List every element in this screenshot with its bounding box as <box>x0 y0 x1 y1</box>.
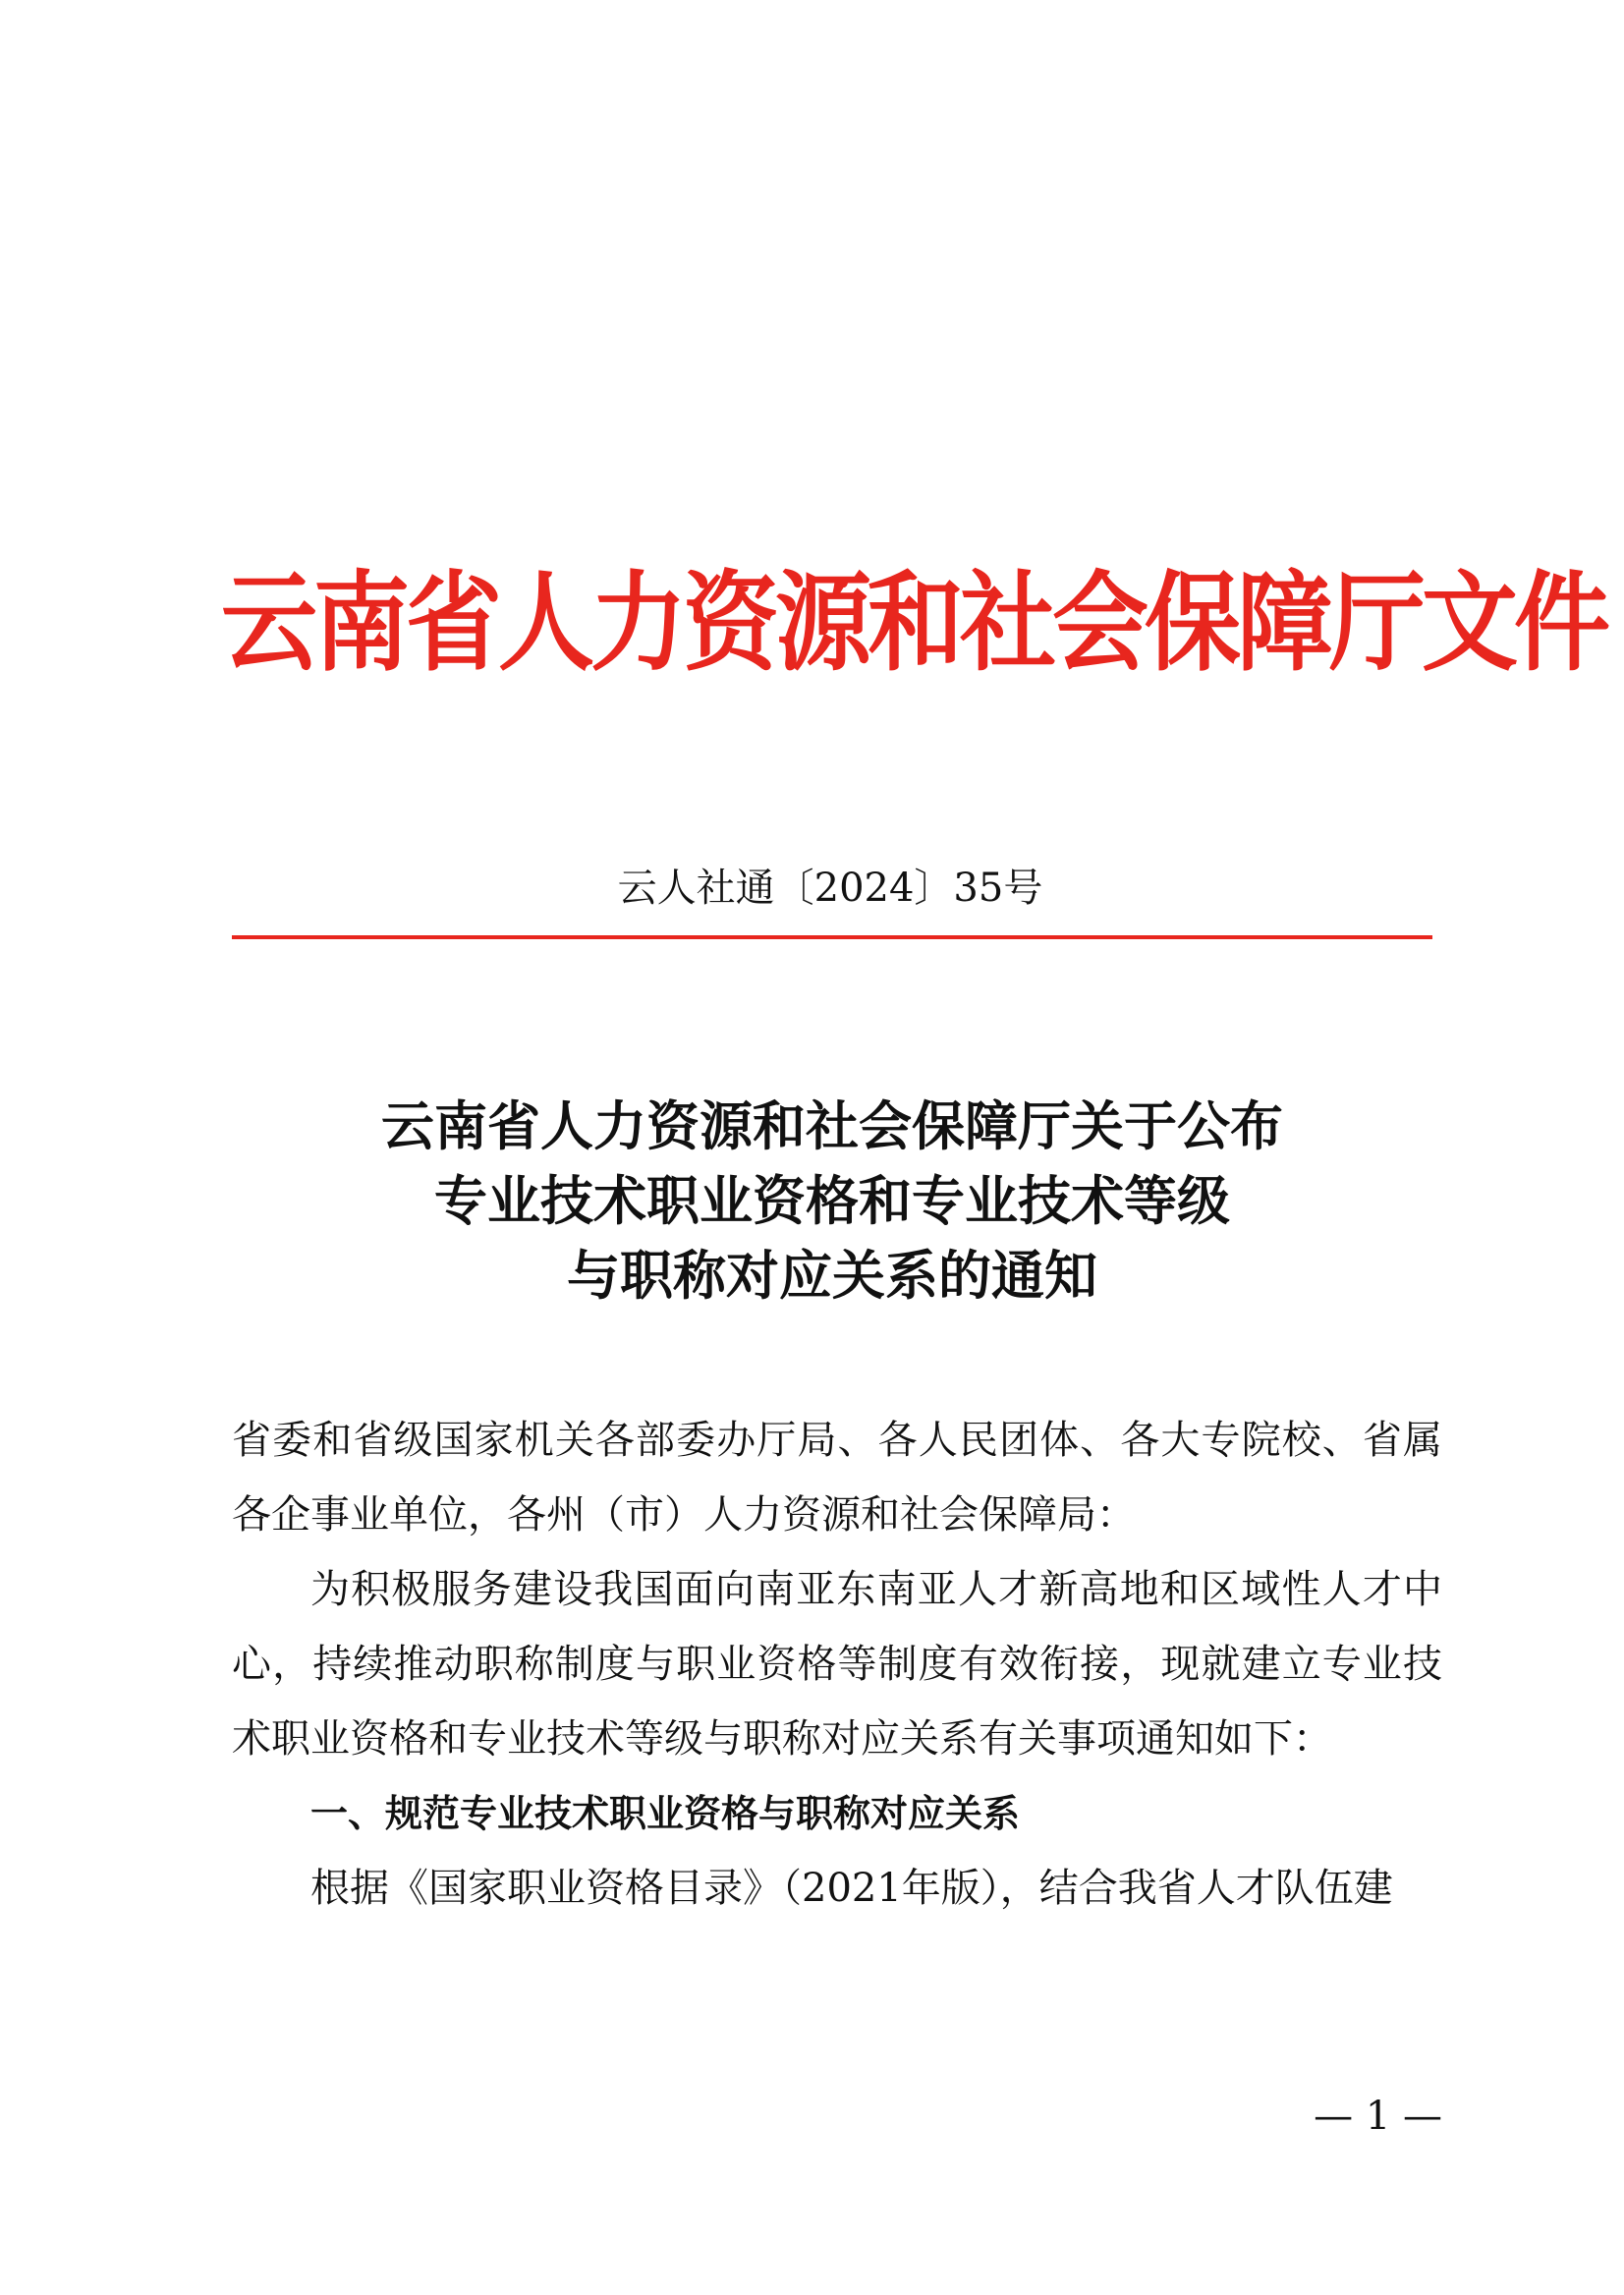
red-separator-line <box>232 935 1432 939</box>
section-1-paragraph: 根据《国家职业资格目录》（2021年版），结合我省人才队伍建 <box>310 1866 1393 1911</box>
title-line-1: 云南省人力资源和社会保障厅关于公布 <box>381 1094 1283 1157</box>
section-heading-1: 一、规范专业技术职业资格与职称对应关系 <box>310 1792 1021 1835</box>
page-number: — 1 — <box>1314 2094 1442 2139</box>
title-line-2: 专业技术职业资格和专业技术等级 <box>434 1169 1230 1232</box>
document-title <box>232 1089 1432 1313</box>
intro-paragraph: 为积极服务建设我国面向南亚东南亚人才新高地和区域性人才中心，持续推动职称制度与职业资格等制度有效衔接，现就建立专业技术职业资格和专业技术等级与职称对应关系有关事项通知如下： <box>232 1567 1442 1762</box>
addressee-paragraph: 省委和省级国家机关各部委办厅局、各人民团体、各大专院校、省属各企事业单位，各州（市）人力资源和社会保障局： <box>232 1418 1442 1538</box>
document-body <box>232 1403 1442 1926</box>
document-number: 云人社通〔2024〕35号 <box>617 866 1043 911</box>
issuer-header: 云南省人力资源和社会保障厅文件 <box>221 560 1607 687</box>
title-line-3: 与职称对应关系的通知 <box>567 1244 1097 1307</box>
